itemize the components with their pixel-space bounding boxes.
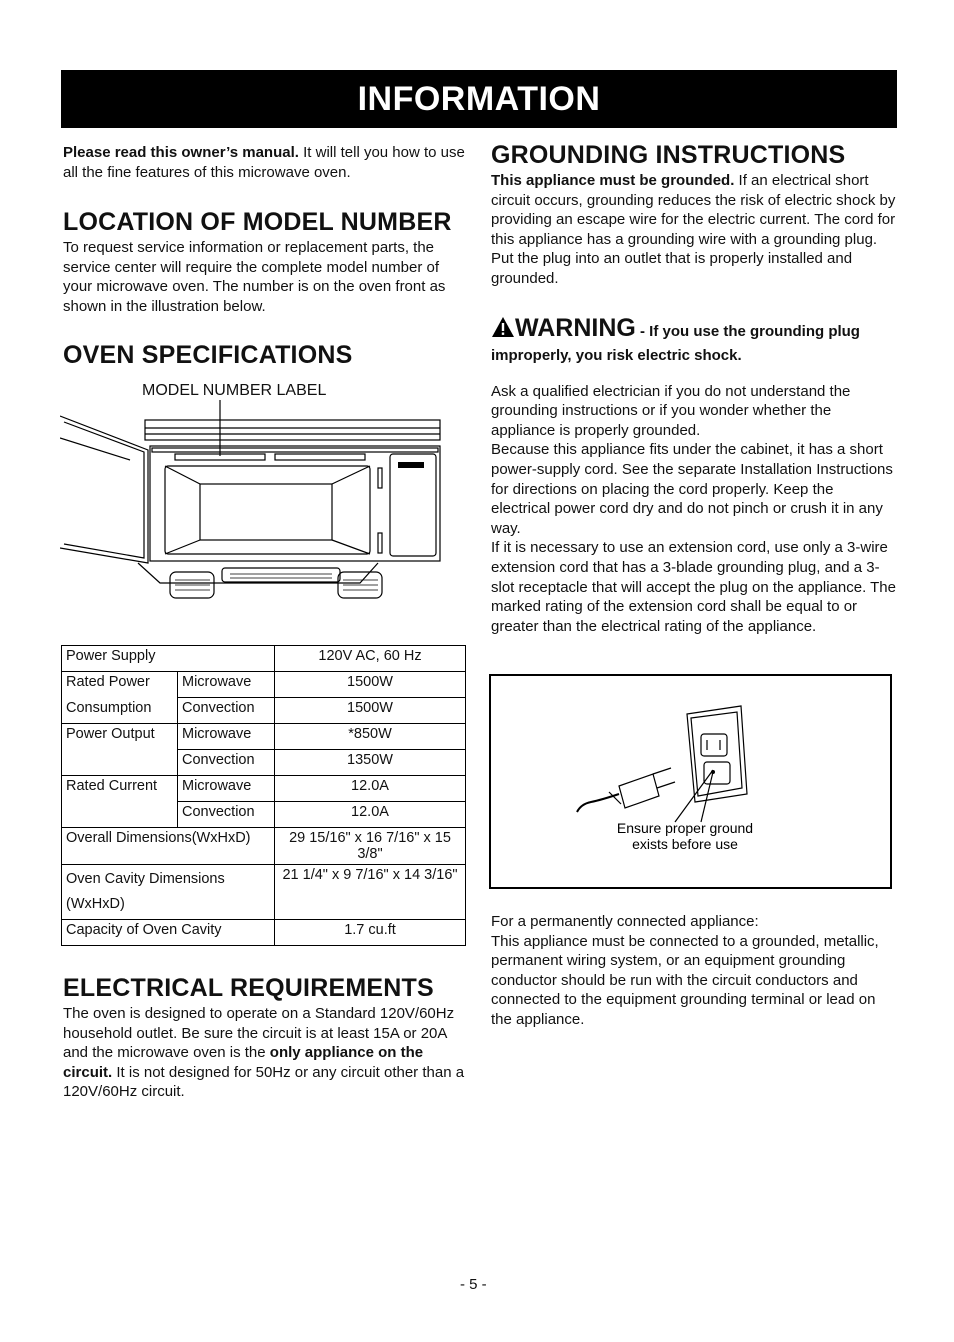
- page-number: - 5 -: [460, 1276, 487, 1293]
- table-row: [62, 920, 466, 946]
- rated-current-microwave-value: 12.0A: [275, 776, 466, 802]
- rated-current-microwave: Microwave: [178, 776, 275, 802]
- power-supply-label: Power Supply: [62, 646, 275, 672]
- caption-line-1: Ensure proper ground: [616, 820, 754, 836]
- right-column: [491, 140, 896, 636]
- grounding-body: If an electrical short circuit occurs, grounding reduces the risk of electric shock by providing an escape wire for the electric current. The cord for this appliance has a grounding wire with a grounding plug. Put the plug into an outlet that is properly installed and grounded.: [491, 172, 896, 287]
- oven-specs-table: [61, 645, 466, 946]
- cavity-dimensions-label: [62, 865, 275, 920]
- table-row: [62, 802, 466, 828]
- rated-power-microwave-value: 1500W: [275, 672, 466, 698]
- table-row: [62, 646, 466, 672]
- electrical-bold: only appliance on the circuit.: [63, 1044, 424, 1081]
- rated-current-convection-value: 12.0A: [275, 802, 466, 828]
- rated-power-convection: Convection: [178, 698, 275, 724]
- location-heading: LOCATION OF MODEL NUMBER: [63, 208, 452, 237]
- rated-power-label-1: Rated Power: [62, 672, 178, 698]
- table-row: [62, 865, 466, 920]
- empty-cell: [62, 750, 178, 776]
- intro-text: It will tell you how to use all the fine features of this microwave oven.: [63, 144, 465, 181]
- rated-current-label: Rated Current: [62, 776, 178, 802]
- power-output-microwave-value: *850W: [275, 724, 466, 750]
- cavity-dimensions-label-2: (WxHxD): [66, 896, 125, 912]
- model-number-label-caption: MODEL NUMBER LABEL: [142, 382, 327, 399]
- warning-line: [491, 314, 896, 368]
- grounding-paragraph-3: If it is necessary to use an extension cord, use only a 3-wire extension cord that has a 3-blade grounding plug, and a 3-slot receptacle that will accept the plug on the appliance. The marked rating of the extension cord shall be equal to or greater than the electrical rating of the appliance.: [491, 539, 896, 635]
- power-output-convection: Convection: [178, 750, 275, 776]
- rated-current-convection: Convection: [178, 802, 275, 828]
- oven-illustration: [60, 378, 460, 618]
- cavity-dimensions-label-1: Oven Cavity Dimensions: [66, 871, 225, 887]
- table-row: [62, 698, 466, 724]
- capacity-label: Capacity of Oven Cavity: [62, 920, 275, 946]
- power-output-convection-value: 1350W: [275, 750, 466, 776]
- table-row: [62, 750, 466, 776]
- permanent-connection-section: [491, 912, 896, 1030]
- warning-triangle-icon: [491, 316, 515, 338]
- electrical-text-1: The oven is designed to operate on a Standard 120V/60Hz household outlet. Be sure the circuit is at least 15A or 20A and the microwave oven is the: [63, 1005, 455, 1062]
- ground-screw: [711, 770, 715, 774]
- rated-power-label-2: Consumption: [62, 698, 178, 724]
- electrical-text: [63, 1004, 468, 1102]
- caption-line-2: exists before use: [632, 836, 738, 852]
- grounding-paragraph-1: Ask a qualified electrician if you do not understand the grounding instructions or if you wonder whether the appliance is properly grounded.: [491, 382, 851, 439]
- permanent-heading: For a permanently connected appliance:: [491, 913, 759, 930]
- rated-power-microwave: Microwave: [178, 672, 275, 698]
- table-row: [62, 724, 466, 750]
- table-row: [62, 776, 466, 802]
- power-output-microwave: Microwave: [178, 724, 275, 750]
- grounding-bold: This appliance must be grounded.: [491, 172, 735, 189]
- empty-cell: [62, 802, 178, 828]
- plug-outlet-illustration: [491, 676, 891, 887]
- power-output-label: Power Output: [62, 724, 178, 750]
- overall-dimensions-label: Overall Dimensions(WxHxD): [62, 828, 275, 865]
- intro-bold: Please read this owner’s manual.: [63, 144, 299, 161]
- electrical-text-2: It is not designed for 50Hz or any circuit other than a 120V/60Hz circuit.: [63, 1063, 465, 1101]
- location-text: To request service information or replacement parts, the service center will require the complete model number of your microwave oven. The number is on the oven front as shown in the illustration below.: [63, 239, 446, 315]
- display-window: [398, 462, 424, 468]
- grounding-heading: GROUNDING INSTRUCTIONS: [491, 141, 846, 169]
- capacity-value: 1.7 cu.ft: [275, 920, 466, 946]
- grounding-paragraph-2: Because this appliance fits under the cabinet, it has a short power-supply cord. See the separate Installation Instructions for directions on placing the cord properly. Keep the electrical power cord dry and do not pinch or crush it in any way.: [491, 441, 893, 537]
- page-title: INFORMATION: [357, 79, 601, 118]
- power-supply-value: 120V AC, 60 Hz: [275, 646, 466, 672]
- cavity-dimensions-value: 21 1/4" x 9 7/16" x 14 3/16": [275, 865, 466, 920]
- electrical-heading: ELECTRICAL REQUIREMENTS: [63, 974, 434, 1002]
- electrical-section: [63, 973, 468, 1102]
- grounding-text: [491, 171, 896, 289]
- warning-rest: - If you use the grounding plug improperly, you risk electric shock.: [491, 322, 860, 364]
- permanent-text: This appliance must be connected to a grounded, metallic, permanent wiring system, or an equipment grounding conductor should be run with the circuit conductors and connected to the equipment grounding terminal or lead on the appliance.: [491, 932, 879, 1028]
- rated-power-convection-value: 1500W: [275, 698, 466, 724]
- table-row: [62, 672, 466, 698]
- intro-paragraph: [63, 143, 468, 182]
- oven-specs-heading: OVEN SPECIFICATIONS: [63, 340, 353, 369]
- grounding-illustration-box: [489, 674, 892, 889]
- warning-word: WARNING: [515, 313, 636, 342]
- page-title-banner: [61, 70, 897, 128]
- left-column: [63, 143, 468, 370]
- overall-dimensions-value: 29 15/16" x 16 7/16" x 15 3/8": [275, 828, 466, 865]
- table-row: [62, 828, 466, 865]
